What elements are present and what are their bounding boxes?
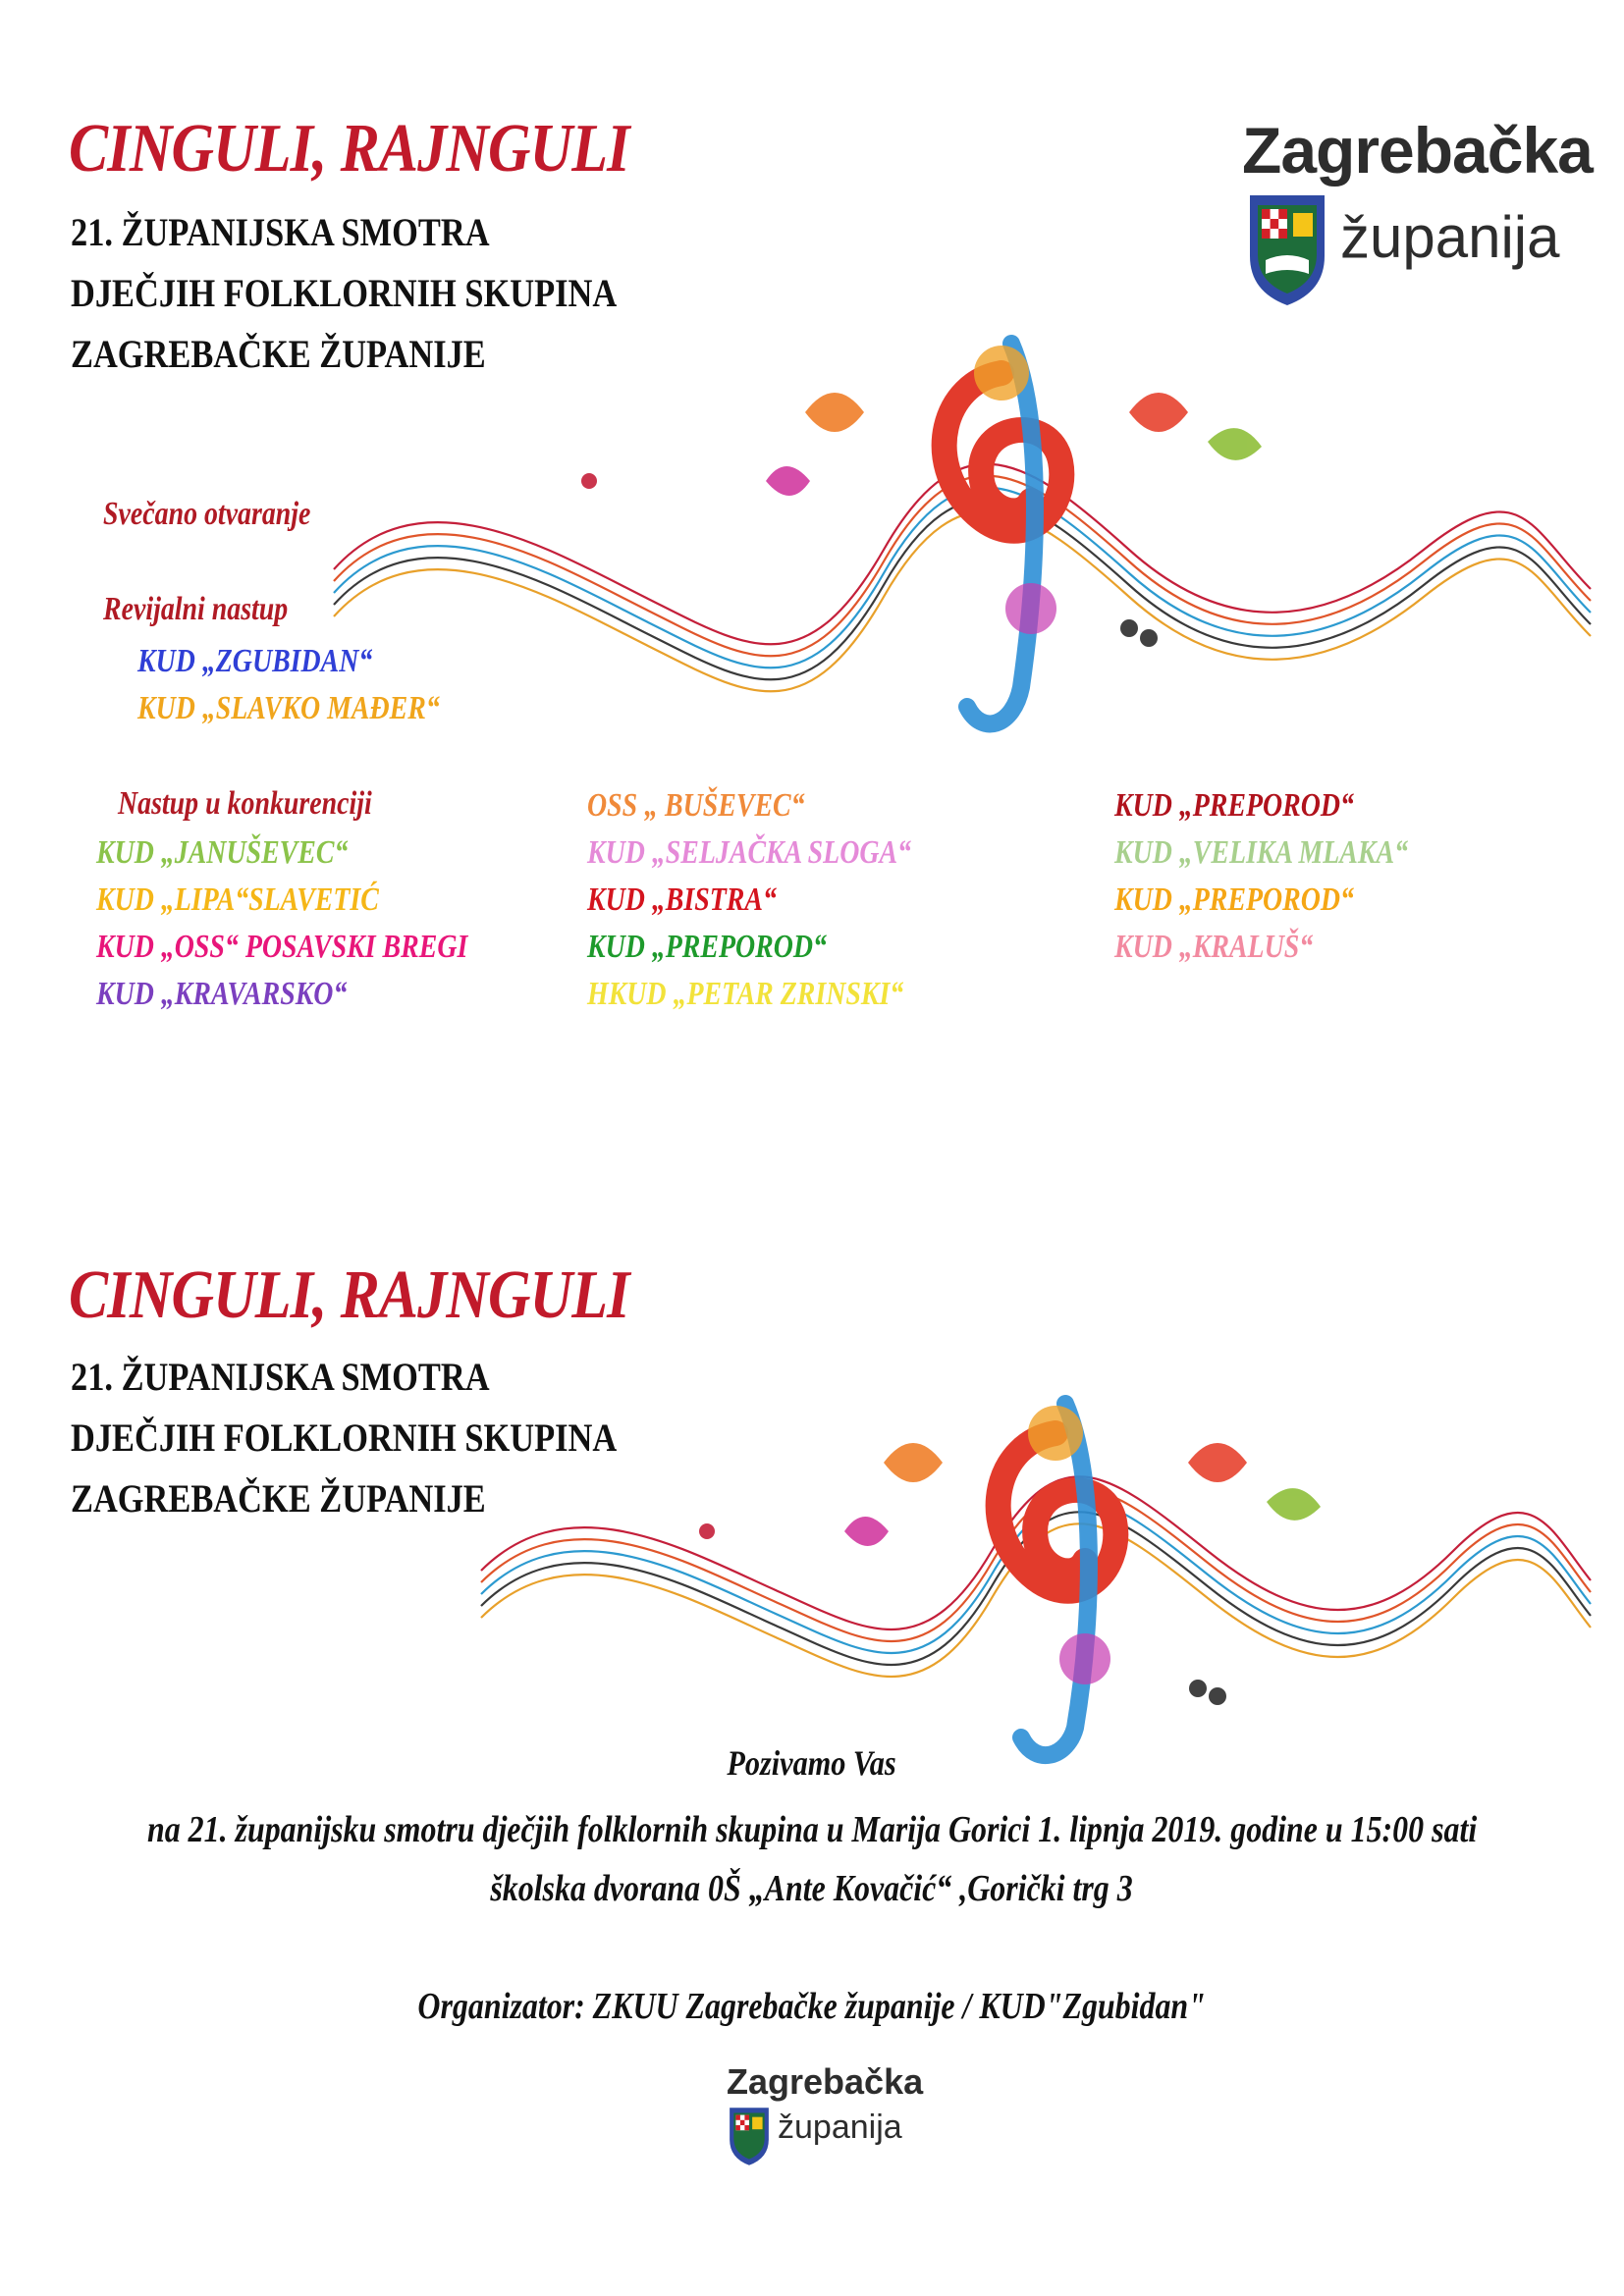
list-item: KUD „KRAVARSKO“ <box>96 976 348 1012</box>
county-logo-line1: Zagrebačka <box>1242 114 1593 187</box>
county-logo-small <box>727 2061 923 2175</box>
list-item: KUD „VELIKA MLAKA“ <box>1114 834 1409 871</box>
invite-line-2: školska dvorana 0Š „Ante Kovačić“ ,Gorički trg 3 <box>490 1868 1134 1909</box>
list-item: KUD „OSS“ POSAVSKI BREGI <box>96 929 468 965</box>
bottom-subtitle-line-3: ZAGREBAČKE ŽUPANIJE <box>71 1476 486 1521</box>
top-subtitle-line-2: DJEČJIH FOLKLORNIH SKUPINA <box>71 271 618 315</box>
county-coat-of-arms-icon <box>1244 191 1330 307</box>
bottom-title: CINGULI, RAJNGULI <box>69 1257 629 1333</box>
county-logo <box>1242 113 1596 309</box>
list-item: KUD „BISTRA“ <box>587 881 777 918</box>
list-item: KUD „PREPOROD“ <box>1114 787 1354 824</box>
list-item: KUD „ZGUBIDAN“ <box>137 643 373 679</box>
bottom-subtitle-line-1: 21. ŽUPANIJSKA SMOTRA <box>71 1355 490 1399</box>
county-logo-line2: županija <box>1340 204 1560 270</box>
top-subtitle-line-3: ZAGREBAČKE ŽUPANIJE <box>71 332 486 376</box>
organizer-line: Organizator: ZKUU Zagrebačke županije / KUD"Zgubidan" <box>417 1986 1207 2027</box>
list-item: OSS „ BUŠEVEC“ <box>587 787 805 824</box>
top-subtitle-line-1: 21. ŽUPANIJSKA SMOTRA <box>71 210 490 254</box>
county-logo-small-line1: Zagrebačka <box>727 2061 924 2102</box>
list-item: KUD „LIPA“SLAVETIĆ <box>96 881 379 918</box>
list-item: KUD „PREPOROD“ <box>587 929 827 965</box>
list-item: KUD „PREPOROD“ <box>1114 881 1354 918</box>
revue-list <box>137 638 440 732</box>
invite-line-1: na 21. županijsku smotru dječjih folklornih skupina u Marija Gorici 1. lipnja 2019. godine u 15:00 sati <box>146 1809 1478 1850</box>
top-title: CINGULI, RAJNGULI <box>69 111 629 187</box>
list-item: KUD „JANUŠEVEC“ <box>96 834 349 871</box>
competition-column-3 <box>1114 782 1408 971</box>
opening-heading: Svečano otvaranje <box>103 496 311 532</box>
list-item: KUD „SLAVKO MAĐER“ <box>137 690 440 726</box>
revue-heading: Revijalni nastup <box>103 591 289 627</box>
invite-heading: Pozivamo Vas <box>727 1743 897 1783</box>
competition-column-1 <box>96 829 467 1018</box>
list-item: KUD „KRALUŠ“ <box>1114 929 1314 965</box>
bottom-subtitle-line-2: DJEČJIH FOLKLORNIH SKUPINA <box>71 1415 618 1460</box>
county-logo-small-line2: županija <box>778 2109 902 2146</box>
county-coat-of-arms-icon <box>727 2105 772 2167</box>
competition-heading: Nastup u konkurenciji <box>118 785 372 822</box>
bottom-subtitle <box>71 1347 617 1529</box>
top-subtitle <box>71 202 617 385</box>
list-item: KUD „SELJAČKA SLOGA“ <box>587 834 912 871</box>
list-item: HKUD „PETAR ZRINSKI“ <box>587 976 904 1012</box>
competition-column-2 <box>587 782 911 1018</box>
